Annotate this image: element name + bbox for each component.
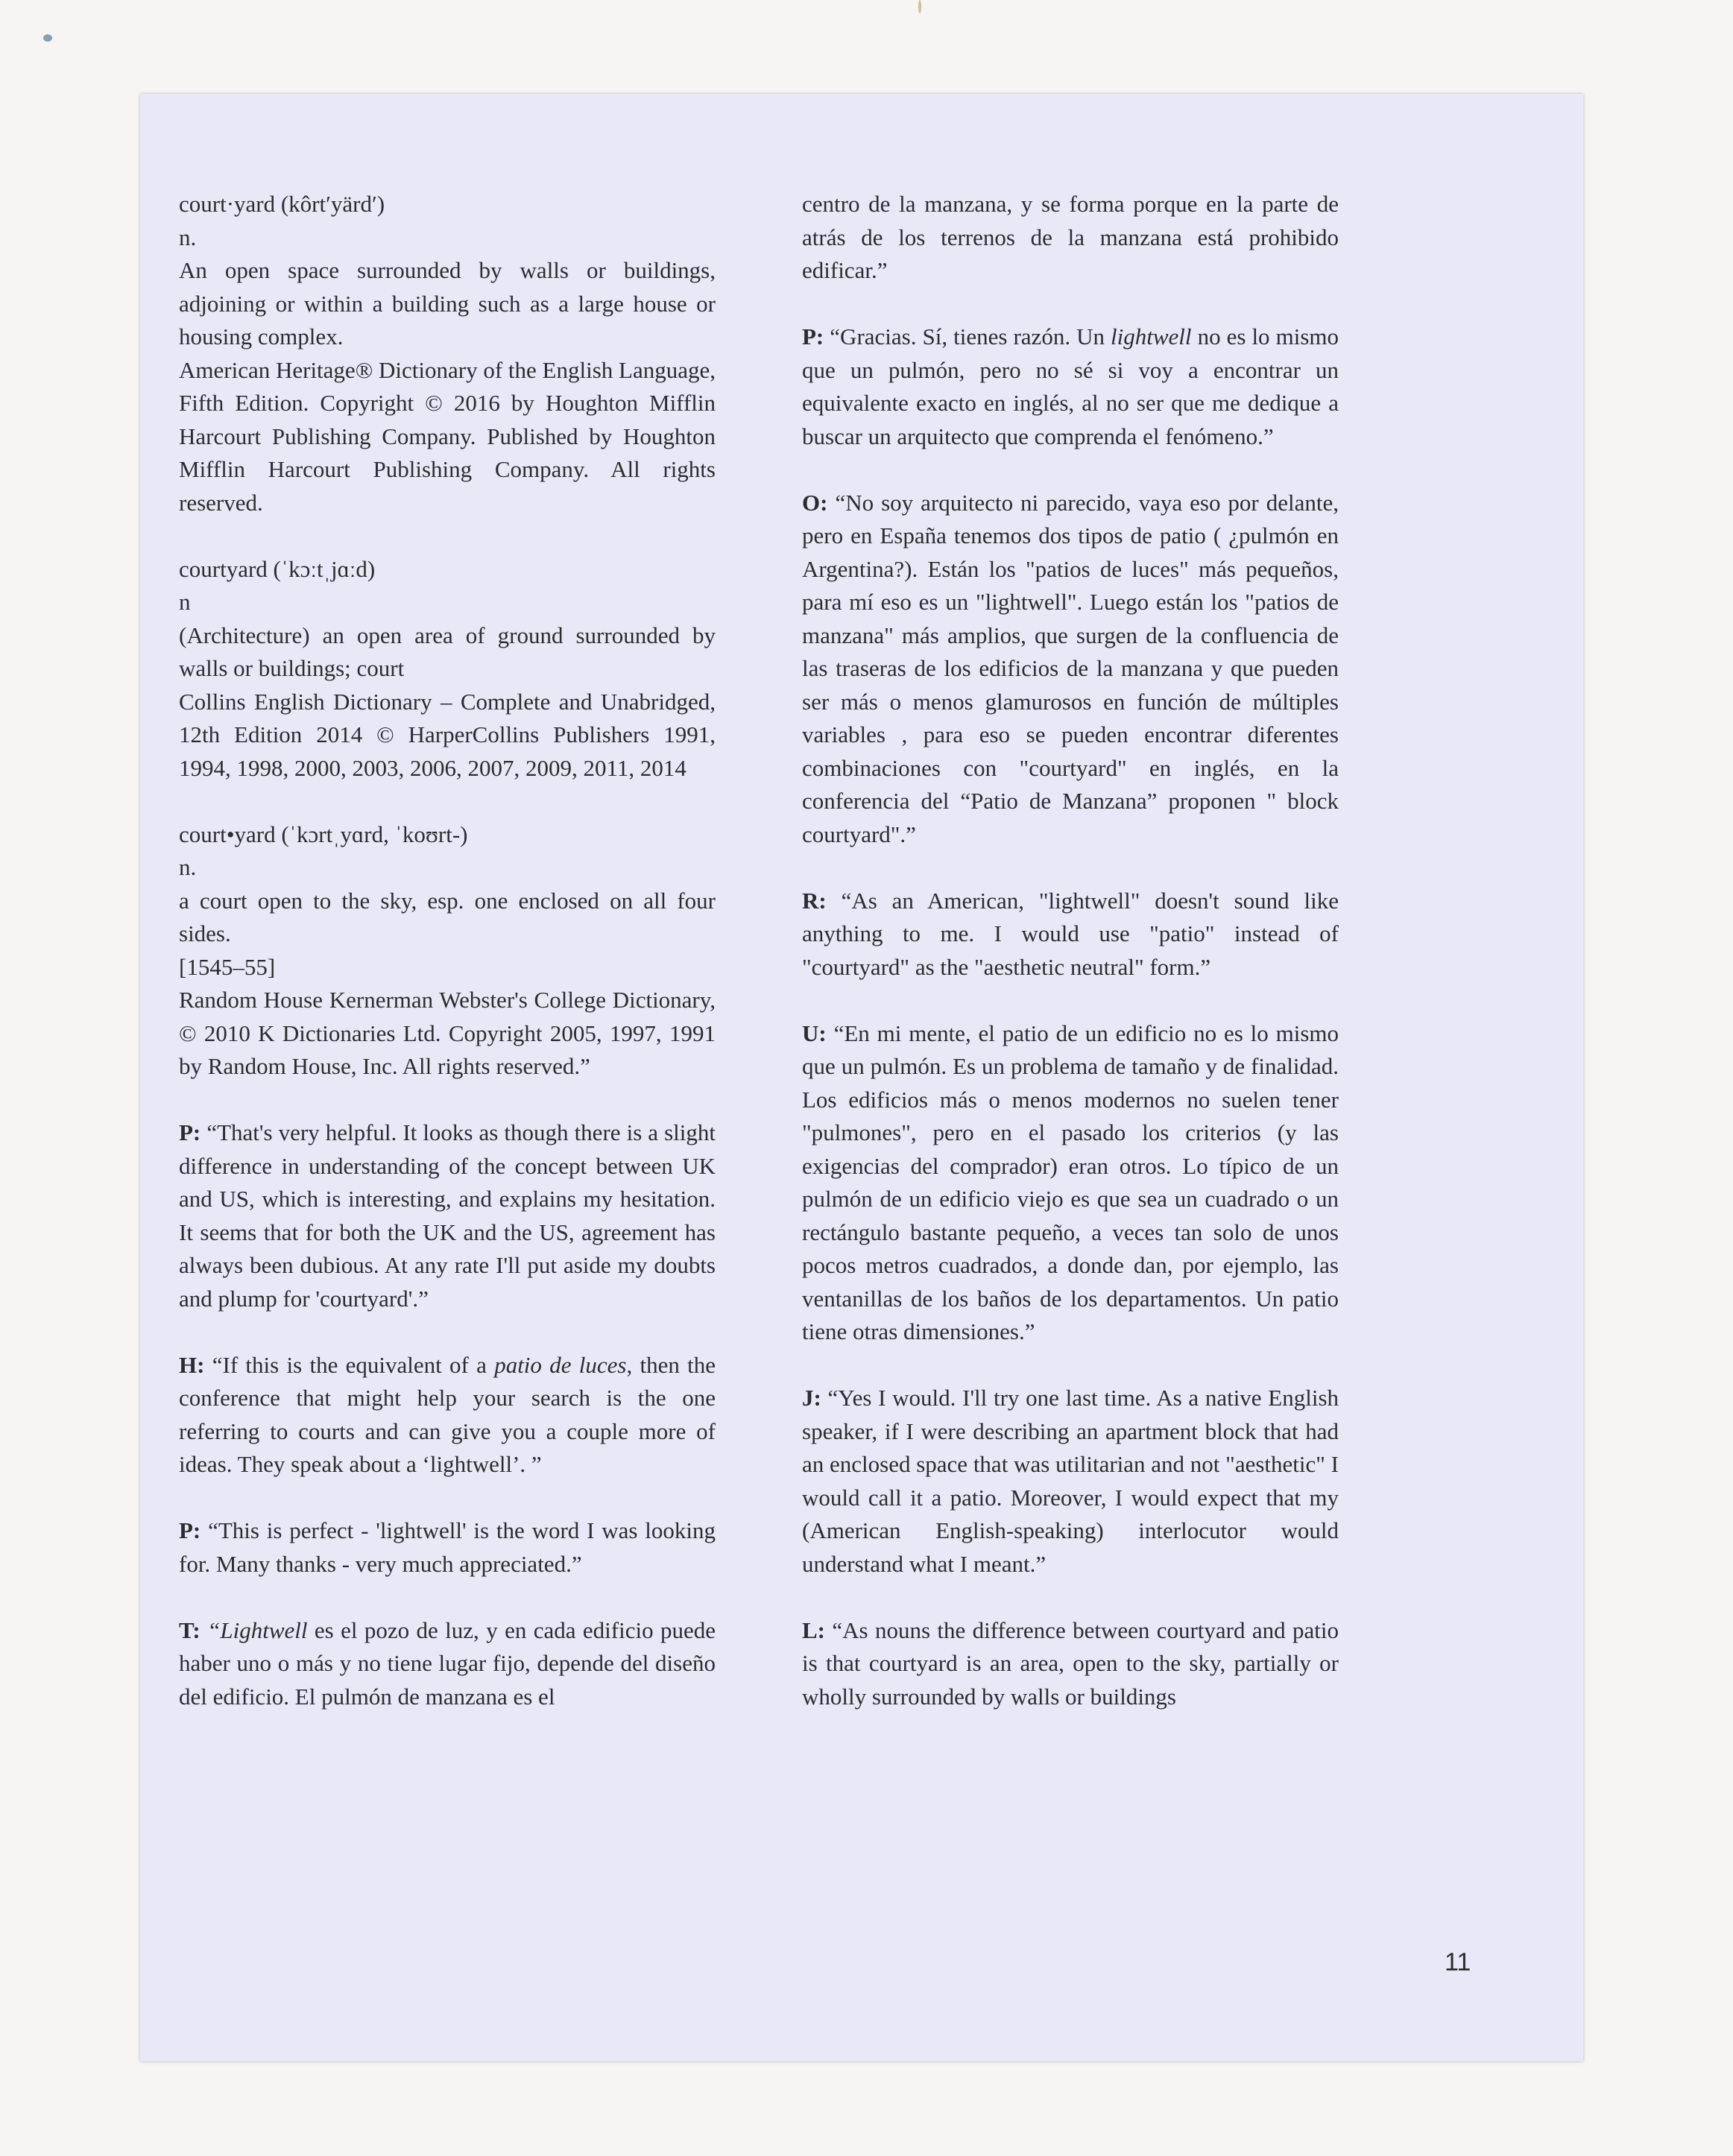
entry-date: [1545–55] xyxy=(179,953,276,980)
dialogue-paragraph xyxy=(802,885,1339,984)
entry-part-of-speech: n xyxy=(179,589,191,615)
entry-headword: courtyard (ˈkɔːtˌjɑːd) xyxy=(179,555,376,582)
speaker-label: H: xyxy=(179,1351,205,1378)
entry-part-of-speech: n. xyxy=(179,224,197,250)
dialogue-paragraph xyxy=(802,487,1339,852)
dialogue-text: “Yes I would. I'll try one last time. As a native English speaker, if I were describing an apartment block that had an enclosed space that was utilitarian and not "aesthetic" I would call it a patio. Moreover, I would expect that my (American English-speaking) interlocutor would understand what I meant.” xyxy=(802,1385,1339,1577)
left-column xyxy=(179,188,716,1747)
dictionary-entry xyxy=(179,818,716,1084)
dictionary-entry xyxy=(179,553,716,785)
entry-source: American Heritage® Dictionary of the English Language, Fifth Edition. Copyright © 2016 by Houghton Mifflin Harcourt Publishing Company. Published by Houghton Mifflin Harcourt Publishing Company. All rights reserved. xyxy=(179,356,716,516)
dust-speck xyxy=(43,34,52,42)
dialogue-text: “This is perfect - 'lightwell' is the word I was looking for. Many thanks - very much appreciated.” xyxy=(179,1517,716,1577)
dialogue-paragraph xyxy=(802,320,1339,453)
entry-headword: court·yard (kôrt′yärd′) xyxy=(179,191,385,217)
entry-headword: court•yard (ˈkɔrtˌyɑrd, ˈkoʊrt-) xyxy=(179,821,468,847)
italic-term: “Lightwell xyxy=(207,1616,308,1643)
speaker-label: J: xyxy=(802,1385,821,1411)
dialogue-text: , then the conference that might help your search is the one referring to courts and can give you a couple more of ideas. They speak about a ‘lightwell’. ” xyxy=(179,1351,716,1477)
dialogue-text: “Gracias. Sí, tienes razón. Un xyxy=(830,323,1111,350)
dialogue-text: “As nouns the difference between courtyard and patio is that courtyard is an area, open to the sky, partially or wholly surrounded by walls or buildings xyxy=(802,1616,1339,1710)
entry-definition: (Architecture) an open area of ground surrounded by walls or buildings; court xyxy=(179,622,716,681)
dialogue-text: es el pozo de luz, y en cada edificio puede haber uno o más y no tiene lugar fijo, depende del diseño del edificio. El pulmón de manzana es el xyxy=(179,1616,716,1710)
dialogue-text: “If this is the equivalent of a xyxy=(212,1351,495,1378)
dialogue-paragraph xyxy=(802,1382,1339,1581)
dialogue-paragraph xyxy=(802,1614,1339,1714)
dialogue-text: “En mi mente, el patio de un edificio no es lo mismo que un pulmón. Es un problema de tamaño y de finalidad. Los edificios más o menos modernos no suelen tener "pulmones", pero en el pasado los criterios (y las exigencias del comprador) eran otros. Lo típico de un pulmón de un edificio viejo es que sea un cuadrado o un rectángulo bastante pequeño, a veces tan solo de unos pocos metros cuadrados, a donde dan, por ejemplo, las ventanillas de los baños de los departamentos. Un patio tiene otras dimensiones.” xyxy=(802,1019,1339,1344)
speaker-label: R: xyxy=(802,887,827,914)
speaker-label: P: xyxy=(179,1119,201,1145)
dust-speck xyxy=(918,0,921,13)
continued-paragraph: centro de la manzana, y se forma porque en la parte de atrás de los terrenos de la manzana está prohibido edificar.” xyxy=(802,191,1339,283)
dialogue-paragraph xyxy=(802,1017,1339,1349)
italic-term: lightwell xyxy=(1111,323,1192,350)
speaker-label: L: xyxy=(802,1616,825,1643)
entry-source: Collins English Dictionary – Complete and Unabridged, 12th Edition 2014 © HarperCollins Publishers 1991, 1994, 1998, 2000, 2003, 2006, 2007, 2009, 2011, 2014 xyxy=(179,688,716,781)
dialogue-text: “That's very helpful. It looks as though there is a slight difference in understanding of the concept between UK and US, which is interesting, and explains my hesitation. It seems that for both the UK and the US, agreement has always been dubious. At any rate I'll put aside my doubts and plump for 'courtyard'.” xyxy=(179,1119,716,1312)
dictionary-entry xyxy=(179,188,716,519)
dialogue-text: “No soy arquitecto ni parecido, vaya eso por delante, pero en España tenemos dos tipos de patio ( ¿pulmón en Argentina?). Están los "patios de luces" más pequeños, para mí eso es un "lightwell". Luego están los "patios de manzana" más amplios, que surgen de la confluencia de las traseras de los edificios de la manzana y que pueden ser más o menos glamurosos en función de múltiples variables , para eso se pueden encontrar diferentes combinaciones con "courtyard" en inglés, en la conferencia del “Patio de Manzana” proponen " block courtyard".” xyxy=(802,489,1339,847)
right-column xyxy=(802,188,1339,1747)
dialogue-text: “As an American, "lightwell" doesn't sound like anything to me. I would use "patio" instead of "courtyard" as the "aesthetic neutral" form.” xyxy=(802,887,1339,980)
entry-part-of-speech: n. xyxy=(179,854,197,880)
speaker-label: T: xyxy=(179,1616,201,1643)
dialogue-paragraph xyxy=(179,1614,716,1714)
dialogue-paragraph xyxy=(179,1349,716,1482)
speaker-label: U: xyxy=(802,1019,827,1046)
entry-source: Random House Kernerman Webster's College Dictionary, © 2010 K Dictionaries Ltd. Copyright 2005, 1997, 1991 by Random House, Inc. All rights reserved.” xyxy=(179,987,716,1079)
speaker-label: P: xyxy=(802,323,824,350)
entry-definition: An open space surrounded by walls or buildings, adjoining or within a building such as a large house or housing complex. xyxy=(179,257,716,350)
dialogue-paragraph xyxy=(179,1514,716,1581)
page-number: 11 xyxy=(1445,1948,1471,1976)
speaker-label: P: xyxy=(179,1517,201,1543)
speaker-label: O: xyxy=(802,489,828,516)
dialogue-paragraph xyxy=(179,1116,716,1315)
dialogue-text: no es lo mismo que un pulmón, pero no sé si voy a encontrar un equivalente exacto en inglés, al no ser que me dedique a buscar un arquitecto que comprenda el fenómeno.” xyxy=(802,323,1339,449)
entry-definition: a court open to the sky, esp. one enclosed on all four sides. xyxy=(179,887,716,946)
italic-term: patio de luces xyxy=(494,1351,627,1378)
